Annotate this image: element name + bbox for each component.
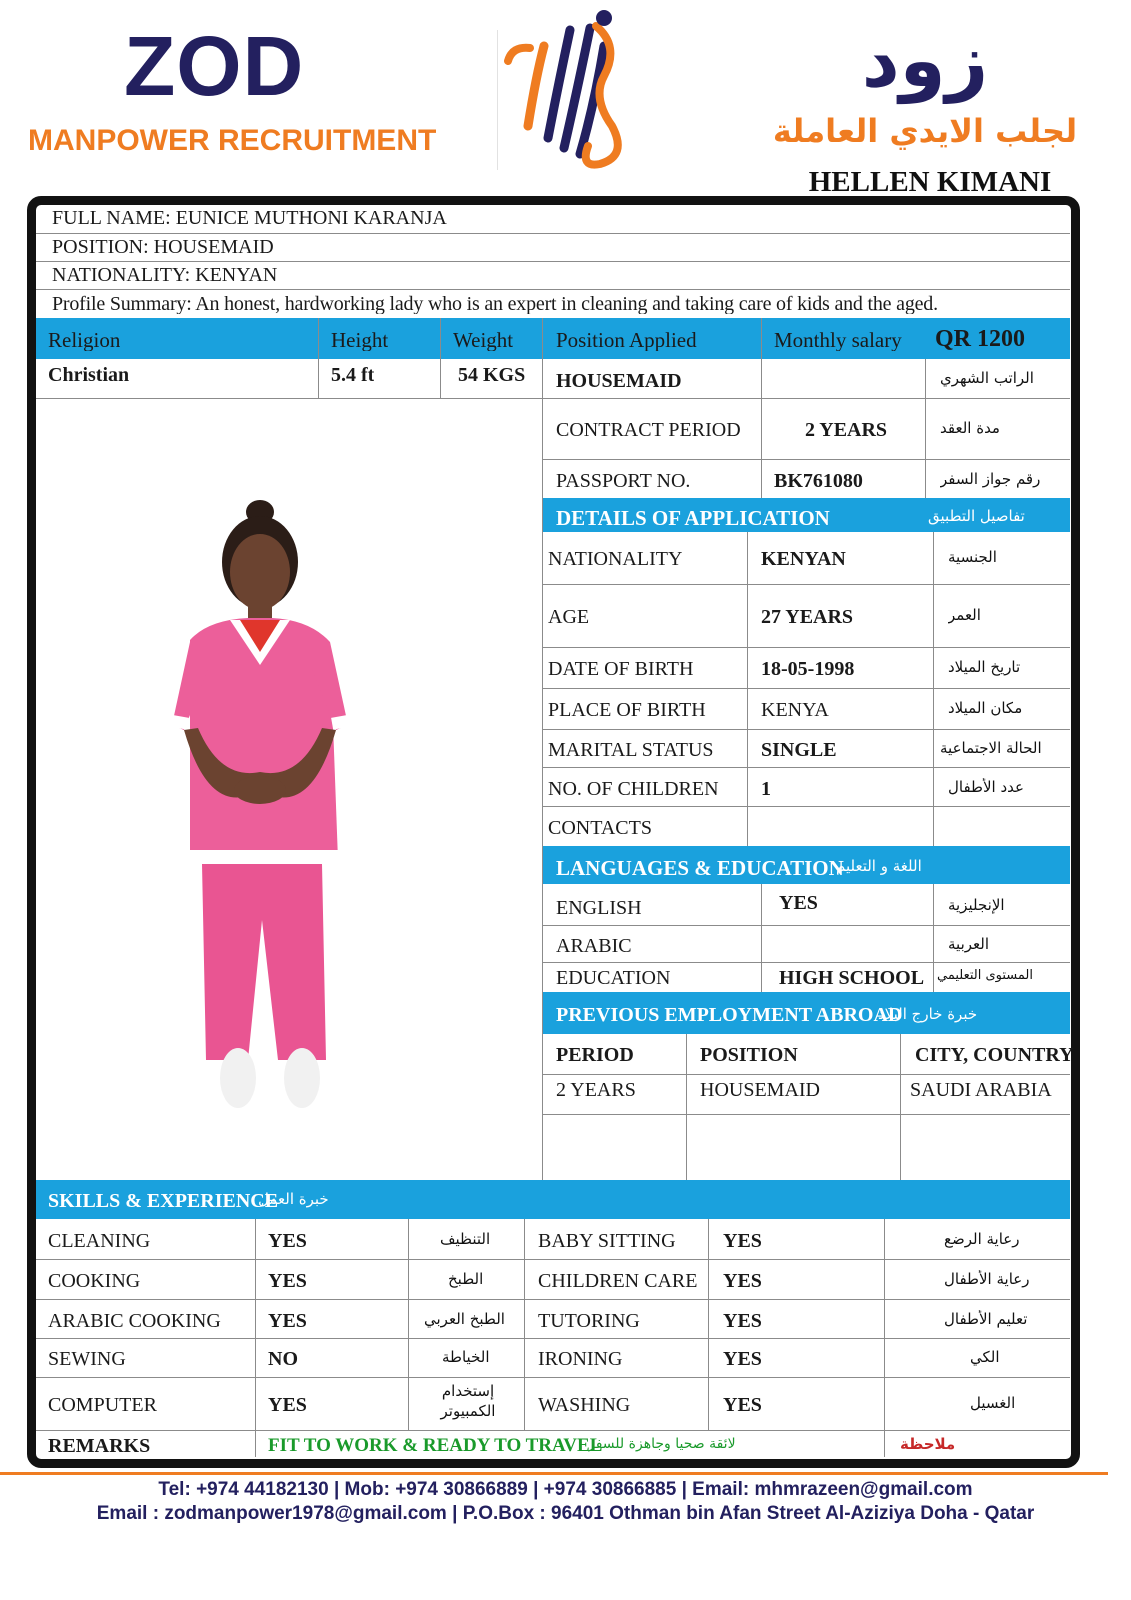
skill-label: BABY SITTING <box>538 1231 676 1251</box>
agent-name: HELLEN KIMANI <box>808 166 1052 198</box>
detail-arabic: العمر <box>948 606 981 624</box>
col-divider <box>933 884 934 992</box>
details-title: DETAILS OF APPLICATION <box>556 506 830 530</box>
row-divider <box>36 289 1070 290</box>
detail-label: MARITAL STATUS <box>548 740 714 760</box>
position-applied-value: HOUSEMAID <box>556 371 682 391</box>
detail-label: AGE <box>548 607 590 627</box>
skill-label: IRONING <box>538 1349 623 1369</box>
col-divider <box>524 1219 525 1430</box>
education-value: HIGH SCHOOL <box>779 968 925 988</box>
row-divider <box>543 1114 1070 1115</box>
skill-value: YES <box>268 1395 307 1415</box>
row-divider <box>543 584 1070 585</box>
row-divider <box>543 688 1070 689</box>
header-position-applied: Position Applied <box>556 330 697 351</box>
detail-label: DATE OF BIRTH <box>548 659 694 679</box>
details-title-arabic: تفاصيل التطبيق <box>928 507 1025 525</box>
remarks-label: REMARKS <box>48 1436 151 1456</box>
col-divider <box>440 318 441 398</box>
col-divider <box>925 359 926 498</box>
detail-arabic: تاريخ الميلاد <box>948 658 1021 676</box>
col-divider <box>933 532 934 846</box>
contract-period-label: CONTRACT PERIOD <box>556 420 741 440</box>
row-divider <box>36 398 1070 399</box>
skill-value: YES <box>723 1395 762 1415</box>
row-divider <box>543 925 1070 926</box>
detail-value: KENYA <box>761 700 829 720</box>
header-height: Height <box>331 330 389 351</box>
skill-label: COMPUTER <box>48 1395 157 1415</box>
skill-value: YES <box>723 1271 762 1291</box>
detail-arabic: مكان الميلاد <box>948 699 1023 717</box>
profile-summary: Profile Summary: An honest, hardworking lady who is an expert in cleaning and taking care of kids and the aged. <box>52 294 938 314</box>
skill-label: COOKING <box>48 1271 141 1291</box>
height-value: 5.4 ft <box>331 365 375 385</box>
detail-label: PLACE OF BIRTH <box>548 700 706 720</box>
skill-arabic: الغسيل <box>970 1394 1016 1412</box>
detail-label: NATIONALITY <box>548 549 683 569</box>
col-divider <box>761 318 762 498</box>
employment-city: SAUDI ARABIA <box>910 1080 1052 1100</box>
language-label: ARABIC <box>556 936 632 956</box>
skill-label: ARABIC COOKING <box>48 1311 221 1331</box>
employment-header-city: CITY, COUNTRY <box>915 1045 1074 1065</box>
row-divider <box>36 261 1070 262</box>
skill-arabic: إستخدام الكمبيوتر <box>440 1382 496 1421</box>
skill-arabic: الكي <box>970 1348 1000 1366</box>
footer-contact-line-1: Tel: +974 44182130 | Mob: +974 30866889 | +974 30866885 | Email: mhmrazeen@gmail.com <box>158 1479 973 1500</box>
remarks-arabic: ملاحظة <box>900 1435 956 1453</box>
skill-value: YES <box>268 1231 307 1251</box>
header-religion: Religion <box>48 330 121 351</box>
languages-title-arabic: اللغة و التعليم <box>836 857 922 875</box>
weight-value: 54 KGS <box>458 365 526 385</box>
detail-arabic: عدد الأطفال <box>948 778 1024 796</box>
salary-value: QR 1200 <box>935 327 1025 351</box>
nationality-line: NATIONALITY: KENYAN <box>52 265 278 285</box>
contract-period-arabic: مدة العقد <box>940 419 1000 437</box>
col-divider <box>708 1219 709 1430</box>
row-divider <box>36 1377 1070 1378</box>
education-label: EDUCATION <box>556 968 671 988</box>
brand-arabic-subtitle: لجلب الايدي العاملة <box>772 112 1078 150</box>
skill-value: YES <box>268 1271 307 1291</box>
detail-arabic: الحالة الاجتماعية <box>940 739 1042 757</box>
skills-title-arabic: خبرة العمل <box>258 1190 329 1208</box>
row-divider <box>36 233 1070 234</box>
skill-label: TUTORING <box>538 1311 640 1331</box>
brand-subtitle: MANPOWER RECRUITMENT <box>28 124 437 157</box>
detail-arabic: الجنسية <box>948 548 997 566</box>
full-name: FULL NAME: EUNICE MUTHONI KARANJA <box>52 208 447 228</box>
col-divider <box>900 1034 901 1180</box>
position-line: POSITION: HOUSEMAID <box>52 237 274 257</box>
detail-value: KENYAN <box>761 549 846 569</box>
col-divider <box>761 884 762 992</box>
skill-arabic: رعاية الرضع <box>944 1230 1020 1248</box>
religion-value: Christian <box>48 365 130 385</box>
row-divider <box>543 647 1070 648</box>
col-divider <box>408 1219 409 1430</box>
employment-position: HOUSEMAID <box>700 1080 820 1100</box>
passport-arabic: رقم جواز السفر <box>940 470 1041 488</box>
row-divider <box>36 1299 1070 1300</box>
row-divider <box>543 729 1070 730</box>
company-logo-icon <box>500 6 650 176</box>
col-divider <box>318 318 319 398</box>
skill-value: YES <box>723 1311 762 1331</box>
skill-arabic: الخياطة <box>442 1348 490 1366</box>
col-divider <box>686 1034 687 1180</box>
row-divider <box>543 806 1070 807</box>
skill-arabic: الطبخ <box>448 1270 484 1288</box>
employment-title-arabic: خبرة خارج البلاد <box>878 1005 978 1023</box>
skill-value: NO <box>268 1349 298 1369</box>
contract-period-value: 2 YEARS <box>805 420 888 440</box>
header-divider <box>497 30 498 170</box>
education-arabic: المستوى التعليمي <box>937 968 1033 983</box>
detail-label: NO. OF CHILDREN <box>548 779 719 799</box>
language-arabic: العربية <box>948 935 989 953</box>
remarks-value-arabic: لائقة صحيا وجاهزة للسفر <box>588 1436 736 1452</box>
row-divider <box>543 459 1070 460</box>
employment-period: 2 YEARS <box>556 1080 636 1100</box>
employment-header-position: POSITION <box>700 1045 798 1065</box>
skill-label: WASHING <box>538 1395 631 1415</box>
detail-value: 18-05-1998 <box>761 659 855 679</box>
passport-value: BK761080 <box>774 471 863 491</box>
skill-arabic: تعليم الأطفال <box>944 1310 1028 1328</box>
language-arabic: الإنجليزية <box>948 896 1005 914</box>
footer-divider <box>0 1472 1108 1475</box>
passport-label: PASSPORT NO. <box>556 471 691 491</box>
brand-arabic-text: زود <box>861 18 989 104</box>
skill-label: CLEANING <box>48 1231 151 1251</box>
header-weight: Weight <box>453 330 514 351</box>
footer-contact-line-2: Email : zodmanpower1978@gmail.com | P.O.Box : 96401 Othman bin Afan Street Al-Aziziya Doha - Qatar <box>96 1503 1035 1524</box>
row-divider <box>36 1430 1070 1431</box>
col-divider <box>747 532 748 846</box>
employment-header-period: PERIOD <box>556 1045 634 1065</box>
row-divider <box>543 1074 1070 1075</box>
language-label: ENGLISH <box>556 898 642 918</box>
employment-title: PREVIOUS EMPLOYMENT ABROAD <box>556 1004 903 1026</box>
detail-label: CONTACTS <box>548 818 652 838</box>
salary-arabic-label: الراتب الشهري <box>940 369 1034 387</box>
remarks-value: FIT TO WORK & READY TO TRAVEL <box>268 1436 603 1455</box>
skill-value: YES <box>268 1311 307 1331</box>
skill-label: CHILDREN CARE <box>538 1271 698 1291</box>
header-monthly-salary: Monthly salary <box>774 330 902 351</box>
skills-title: SKILLS & EXPERIENCE <box>48 1190 279 1212</box>
skill-arabic: التنظيف <box>440 1230 491 1248</box>
detail-value: 27 YEARS <box>761 607 854 627</box>
row-divider <box>543 767 1070 768</box>
skill-value: YES <box>723 1231 762 1251</box>
stats-header-bar <box>36 318 1070 359</box>
skill-label: SEWING <box>48 1349 126 1369</box>
language-value: YES <box>779 893 818 913</box>
row-divider <box>36 1259 1070 1260</box>
detail-value: SINGLE <box>761 740 837 760</box>
skill-value: YES <box>723 1349 762 1369</box>
candidate-photo <box>150 490 390 1130</box>
skill-arabic: رعاية الأطفال <box>944 1270 1030 1288</box>
col-divider <box>542 318 543 1180</box>
languages-title: LANGUAGES & EDUCATION <box>556 856 844 880</box>
detail-value: 1 <box>761 779 771 799</box>
brand-logo-text: ZOD <box>124 19 305 113</box>
row-divider <box>543 962 1070 963</box>
row-divider <box>36 1338 1070 1339</box>
skill-arabic: الطبخ العربي <box>424 1310 505 1328</box>
